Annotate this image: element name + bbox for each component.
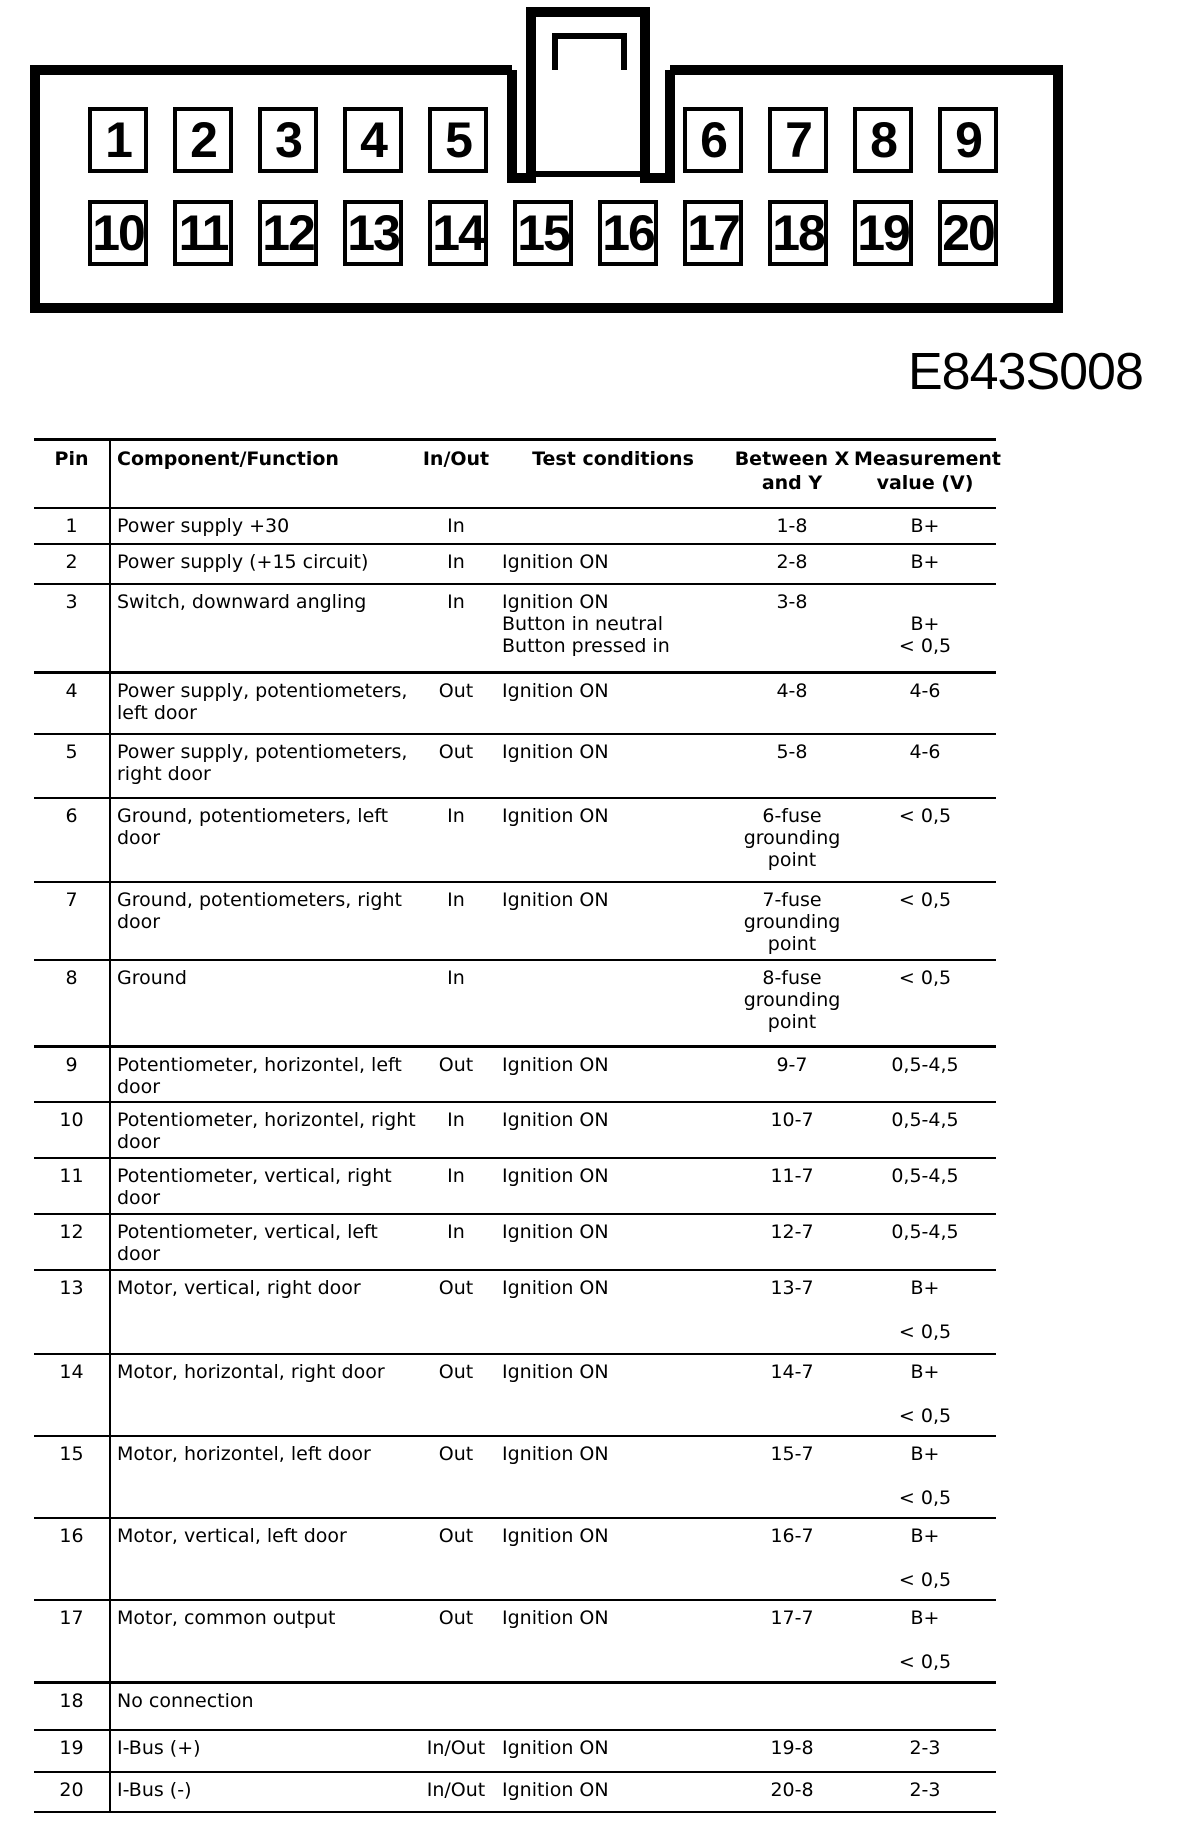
table-row bbox=[34, 1046, 996, 1102]
cell-line: Button pressed in bbox=[502, 635, 670, 657]
test-conditions-cell bbox=[496, 1600, 730, 1682]
measurement-cell bbox=[854, 1158, 996, 1214]
cell-line: < 0,5 bbox=[898, 635, 952, 657]
component-cell: Power supply +30 bbox=[110, 508, 416, 544]
pin-number-cell: 20 bbox=[34, 1772, 110, 1812]
connector-pin: 1 bbox=[88, 107, 148, 173]
between-cell bbox=[730, 1682, 854, 1730]
inout-cell: Out bbox=[416, 1270, 496, 1354]
test-conditions-cell bbox=[496, 508, 730, 544]
inout-cell: Out bbox=[416, 1354, 496, 1436]
component-cell: Power supply (+15 circuit) bbox=[110, 544, 416, 584]
cell-line: 4-6 bbox=[909, 679, 941, 702]
measurement-cell bbox=[854, 1600, 996, 1682]
test-conditions-cell bbox=[496, 798, 730, 882]
measurement-cell bbox=[854, 508, 996, 544]
measurement-cell bbox=[854, 1354, 996, 1436]
cell-line: 0,5-4,5 bbox=[891, 1053, 959, 1076]
cell-line: Button in neutral bbox=[502, 613, 663, 635]
cell-line: < 0,5 bbox=[898, 967, 952, 989]
table-row bbox=[34, 734, 996, 798]
test-conditions-cell bbox=[496, 672, 730, 734]
pin-number-cell: 12 bbox=[34, 1214, 110, 1270]
table-row bbox=[34, 882, 996, 960]
measurement-cell bbox=[854, 1682, 996, 1730]
measurement-cell bbox=[854, 882, 996, 960]
between-cell: 2-8 bbox=[730, 544, 854, 584]
table-header-row bbox=[34, 440, 996, 509]
component-cell: Switch, downward angling bbox=[110, 584, 416, 672]
pin-number-cell: 11 bbox=[34, 1158, 110, 1214]
cell-line: 0,5-4,5 bbox=[891, 1165, 959, 1187]
between-cell: 6-fuse grounding point bbox=[730, 798, 854, 882]
cell-line: B+ bbox=[910, 613, 940, 635]
inout-cell: In bbox=[416, 1102, 496, 1158]
table-row bbox=[34, 1600, 996, 1682]
component-cell: Motor, vertical, right door bbox=[110, 1270, 416, 1354]
measurement-cell bbox=[854, 1102, 996, 1158]
test-conditions-cell bbox=[496, 1102, 730, 1158]
table-row bbox=[34, 1214, 996, 1270]
pin-number-cell: 6 bbox=[34, 798, 110, 882]
pin-number-cell: 10 bbox=[34, 1102, 110, 1158]
header-measurement: Measurement value (V) bbox=[854, 440, 996, 509]
connector-pin: 14 bbox=[428, 200, 488, 266]
table-row bbox=[34, 544, 996, 584]
table-row bbox=[34, 1518, 996, 1600]
table-body bbox=[34, 508, 996, 1812]
cell-line: B+ bbox=[910, 1607, 940, 1629]
component-cell: Motor, horizontal, right door bbox=[110, 1354, 416, 1436]
cell-line: Ignition ON bbox=[502, 741, 609, 763]
connector-pin: 8 bbox=[853, 107, 913, 173]
cell-line: 0,5-4,5 bbox=[891, 1221, 959, 1243]
between-cell: 9-7 bbox=[730, 1046, 854, 1102]
connector-pin: 18 bbox=[768, 200, 828, 266]
cell-line: < 0,5 bbox=[898, 1405, 952, 1427]
cell-line bbox=[854, 591, 996, 613]
pin-number-cell: 16 bbox=[34, 1518, 110, 1600]
cell-line: 2-3 bbox=[909, 1779, 941, 1801]
measurement-cell bbox=[854, 584, 996, 672]
cell-line: B+ bbox=[910, 515, 940, 537]
component-cell: Motor, vertical, left door bbox=[110, 1518, 416, 1600]
cell-line bbox=[854, 1629, 996, 1651]
between-cell: 19-8 bbox=[730, 1730, 854, 1772]
test-conditions-cell bbox=[496, 1436, 730, 1518]
cell-line: Ignition ON bbox=[502, 679, 609, 702]
table-row bbox=[34, 1682, 996, 1730]
connector-pin: 11 bbox=[173, 200, 233, 266]
measurement-cell bbox=[854, 734, 996, 798]
pin-number-cell: 14 bbox=[34, 1354, 110, 1436]
measurement-cell bbox=[854, 1270, 996, 1354]
cell-line: Ignition ON bbox=[502, 591, 609, 613]
test-conditions-cell bbox=[496, 960, 730, 1046]
component-cell: Ground bbox=[110, 960, 416, 1046]
pin-number-cell: 13 bbox=[34, 1270, 110, 1354]
pin-number-cell: 19 bbox=[34, 1730, 110, 1772]
inout-cell: In bbox=[416, 584, 496, 672]
measurement-cell bbox=[854, 1046, 996, 1102]
test-conditions-cell bbox=[496, 1772, 730, 1812]
inout-cell: Out bbox=[416, 1046, 496, 1102]
between-cell: 12-7 bbox=[730, 1214, 854, 1270]
cell-line: < 0,5 bbox=[898, 1651, 952, 1673]
test-conditions-cell bbox=[496, 1270, 730, 1354]
cell-line: B+ bbox=[910, 1361, 940, 1383]
inout-cell: In bbox=[416, 544, 496, 584]
cell-line bbox=[854, 1465, 996, 1487]
pin-number-cell: 8 bbox=[34, 960, 110, 1046]
inout-cell: In bbox=[416, 960, 496, 1046]
connector-pin: 3 bbox=[258, 107, 318, 173]
header-inout: In/Out bbox=[416, 440, 496, 509]
test-conditions-cell bbox=[496, 1518, 730, 1600]
component-cell: Potentiometer, vertical, right door bbox=[110, 1158, 416, 1214]
cell-line: Ignition ON bbox=[502, 551, 609, 573]
between-cell: 16-7 bbox=[730, 1518, 854, 1600]
component-cell: No connection bbox=[110, 1682, 416, 1730]
table-row bbox=[34, 1158, 996, 1214]
between-cell: 1-8 bbox=[730, 508, 854, 544]
pin-number-cell: 2 bbox=[34, 544, 110, 584]
pin-number-cell: 3 bbox=[34, 584, 110, 672]
cell-line: B+ bbox=[910, 1277, 940, 1299]
inout-cell: In bbox=[416, 1158, 496, 1214]
cell-line: 0,5-4,5 bbox=[891, 1109, 959, 1131]
cell-line: < 0,5 bbox=[898, 1569, 952, 1591]
cell-line: Ignition ON bbox=[502, 1165, 609, 1187]
header-test-conditions: Test conditions bbox=[496, 440, 730, 509]
cell-line bbox=[854, 1299, 996, 1321]
between-cell: 20-8 bbox=[730, 1772, 854, 1812]
inout-cell: In/Out bbox=[416, 1772, 496, 1812]
measurement-cell bbox=[854, 1214, 996, 1270]
pin-number-cell: 9 bbox=[34, 1046, 110, 1102]
header-pin: Pin bbox=[34, 440, 110, 509]
between-cell: 3-8 bbox=[730, 584, 854, 672]
test-conditions-cell bbox=[496, 1214, 730, 1270]
inout-cell: Out bbox=[416, 1518, 496, 1600]
pin-number-cell: 5 bbox=[34, 734, 110, 798]
measurement-cell bbox=[854, 1730, 996, 1772]
test-conditions-cell bbox=[496, 1158, 730, 1214]
connector-pin: 10 bbox=[88, 200, 148, 266]
test-conditions-cell bbox=[496, 734, 730, 798]
cell-line: < 0,5 bbox=[898, 1321, 952, 1343]
connector-pin: 7 bbox=[768, 107, 828, 173]
cell-line: Ignition ON bbox=[502, 889, 609, 911]
measurement-cell bbox=[854, 798, 996, 882]
inout-cell bbox=[416, 1682, 496, 1730]
header-between: Between X and Y bbox=[730, 440, 854, 509]
inout-cell: Out bbox=[416, 734, 496, 798]
cell-line: Ignition ON bbox=[502, 1779, 609, 1801]
component-cell: Power supply, potentiometers, right door bbox=[110, 734, 416, 798]
cell-line: Ignition ON bbox=[502, 1525, 609, 1547]
inout-cell: In bbox=[416, 1214, 496, 1270]
cell-line: Ignition ON bbox=[502, 1737, 609, 1759]
pin-assignment-table bbox=[34, 438, 1001, 1813]
cell-line: B+ bbox=[910, 551, 940, 573]
between-cell: 4-8 bbox=[730, 672, 854, 734]
connector-pin: 5 bbox=[428, 107, 488, 173]
component-cell: Motor, horizontel, left door bbox=[110, 1436, 416, 1518]
component-cell: Ground, potentiometers, right door bbox=[110, 882, 416, 960]
between-cell: 14-7 bbox=[730, 1354, 854, 1436]
table-row bbox=[34, 1436, 996, 1518]
component-cell: Power supply, potentiometers, left door bbox=[110, 672, 416, 734]
connector-pin: 15 bbox=[513, 200, 573, 266]
inout-cell: Out bbox=[416, 1600, 496, 1682]
component-cell: Motor, common output bbox=[110, 1600, 416, 1682]
inout-cell: Out bbox=[416, 1436, 496, 1518]
connector-pin: 19 bbox=[853, 200, 913, 266]
table-row bbox=[34, 1772, 996, 1812]
pin-number-cell: 17 bbox=[34, 1600, 110, 1682]
connector-pin: 9 bbox=[938, 107, 998, 173]
inout-cell: In bbox=[416, 508, 496, 544]
between-cell: 13-7 bbox=[730, 1270, 854, 1354]
cell-line: B+ bbox=[910, 1443, 940, 1465]
connector-pin: 12 bbox=[258, 200, 318, 266]
cell-line bbox=[854, 1547, 996, 1569]
test-conditions-cell bbox=[496, 1046, 730, 1102]
cell-line: Ignition ON bbox=[502, 1053, 609, 1076]
test-conditions-cell bbox=[496, 584, 730, 672]
measurement-cell bbox=[854, 960, 996, 1046]
component-cell: Potentiometer, horizontel, left door bbox=[110, 1046, 416, 1102]
test-conditions-cell bbox=[496, 1682, 730, 1730]
inout-cell: Out bbox=[416, 672, 496, 734]
cell-line: < 0,5 bbox=[898, 805, 952, 827]
header-component: Component/Function bbox=[110, 440, 416, 509]
between-cell: 11-7 bbox=[730, 1158, 854, 1214]
table-row bbox=[34, 508, 996, 544]
connector-pin: 13 bbox=[343, 200, 403, 266]
cell-line: 2-3 bbox=[909, 1737, 941, 1759]
connector-pin: 16 bbox=[598, 200, 658, 266]
test-conditions-cell bbox=[496, 544, 730, 584]
cell-line: < 0,5 bbox=[898, 1487, 952, 1509]
pin-number-cell: 7 bbox=[34, 882, 110, 960]
measurement-cell bbox=[854, 672, 996, 734]
cell-line: Ignition ON bbox=[502, 1607, 609, 1629]
between-cell: 5-8 bbox=[730, 734, 854, 798]
connector-pin: 17 bbox=[683, 200, 743, 266]
table-row bbox=[34, 584, 996, 672]
table-row bbox=[34, 1354, 996, 1436]
cell-line: Ignition ON bbox=[502, 1361, 609, 1383]
connector-pin: 4 bbox=[343, 107, 403, 173]
connector-diagram bbox=[0, 0, 1184, 401]
table-row bbox=[34, 1730, 996, 1772]
between-cell: 10-7 bbox=[730, 1102, 854, 1158]
measurement-cell bbox=[854, 1436, 996, 1518]
inout-cell: In/Out bbox=[416, 1730, 496, 1772]
cell-line: Ignition ON bbox=[502, 1221, 609, 1243]
table-row bbox=[34, 798, 996, 882]
connector-pin: 2 bbox=[173, 107, 233, 173]
test-conditions-cell bbox=[496, 1730, 730, 1772]
connector-pin: 20 bbox=[938, 200, 998, 266]
component-cell: Ground, potentiometers, left door bbox=[110, 798, 416, 882]
table-row bbox=[34, 1270, 996, 1354]
component-cell: I-Bus (+) bbox=[110, 1730, 416, 1772]
pin-number-cell: 4 bbox=[34, 672, 110, 734]
between-cell: 17-7 bbox=[730, 1600, 854, 1682]
cell-line: Ignition ON bbox=[502, 805, 609, 827]
cell-line: < 0,5 bbox=[898, 889, 952, 911]
table-row bbox=[34, 960, 996, 1046]
test-conditions-cell bbox=[496, 882, 730, 960]
between-cell: 7-fuse grounding point bbox=[730, 882, 854, 960]
table-row bbox=[34, 672, 996, 734]
component-cell: Potentiometer, vertical, left door bbox=[110, 1214, 416, 1270]
component-cell: I-Bus (-) bbox=[110, 1772, 416, 1812]
cell-line: 4-6 bbox=[909, 741, 941, 763]
cell-line bbox=[854, 1383, 996, 1405]
table-row bbox=[34, 1102, 996, 1158]
between-cell: 15-7 bbox=[730, 1436, 854, 1518]
pin-number-cell: 18 bbox=[34, 1682, 110, 1730]
measurement-cell bbox=[854, 544, 996, 584]
cell-line: B+ bbox=[910, 1525, 940, 1547]
test-conditions-cell bbox=[496, 1354, 730, 1436]
pin-number-cell: 15 bbox=[34, 1436, 110, 1518]
between-cell: 8-fuse grounding point bbox=[730, 960, 854, 1046]
pin-number-cell: 1 bbox=[34, 508, 110, 544]
connector-pin: 6 bbox=[683, 107, 743, 173]
diagram-id-label: E843S008 bbox=[908, 343, 1143, 401]
inout-cell: In bbox=[416, 882, 496, 960]
measurement-cell bbox=[854, 1518, 996, 1600]
cell-line: Ignition ON bbox=[502, 1443, 609, 1465]
inout-cell: In bbox=[416, 798, 496, 882]
component-cell: Potentiometer, horizontel, right door bbox=[110, 1102, 416, 1158]
cell-line: Ignition ON bbox=[502, 1109, 609, 1131]
measurement-cell bbox=[854, 1772, 996, 1812]
cell-line: Ignition ON bbox=[502, 1277, 609, 1299]
